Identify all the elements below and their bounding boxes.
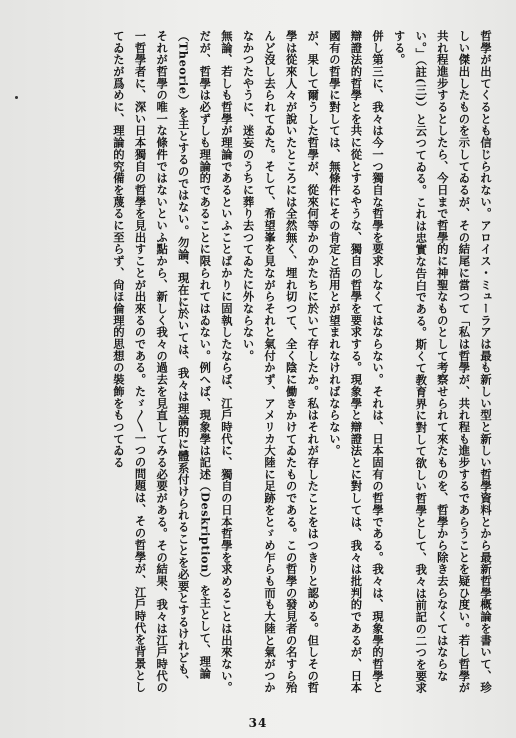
paragraph-3: が、果して爾うした哲學が、從來何等かのかたちに於いて存したか。私はそれが存したことをはつきりと認める。但しその哲學は從來人々が說いたところには全然無く、埋れ切つて、全く陰に働きかけてゐたものである。この哲學の發見者の名すら殆んど沒し去られてゐた。そして、希望峯を見ながらそれと氣付かず、アメリカ大陸に足跡をとゞめ乍らも而も大陸と氣がつかなかつたやうに、迷妄のうちに葬り去つてゐたに外ならない。 [241, 30, 321, 694]
vertical-text-body [24, 30, 496, 695]
paragraph-2: 併し第三に、我々は今一つ獨自な哲學を要求しなくてはならない。それは、日本固有の哲學である。我々は、現象學的哲學と辯證法的哲學とを共に從とするやうな、獨自の哲學を要求する。現象學と辯證法とに對しては、我々は批判的であるが、日本國有の哲學に對しては、無條件にその肯定と活用とが望まれなければならない。 [327, 30, 386, 694]
paragraph-1: 哲學が出てくるとも信じられない。アロイス・ミューラアは最も新しい型と新しい哲學資料とから最新哲學概論を書いて、珍しい傑出したものを示してゐるが、その結尾に當つて「私は哲學が、共れ程も進步するであらうことを疑ひ度い。若し哲學が共れ程進步するとしたら、今日まで哲學的に神聖なものとして考察せられて來たものを、哲學から除き去らなくてはならない。」（註(三)）と云つてゐる。これは忠實な告白である。斯くて教育界に對して欲しい哲學として、我々は前記の二つを要求する。 [392, 30, 493, 695]
page-number: 34 [248, 716, 268, 730]
paragraph-4: 無論、若しも哲學が理論であるといふことばかりに固執したならば、江戶時代に、獨自の日本哲學を求めることは出來ない。だが、哲學は必ずしも理論的であることに限られてはゐない。例へば、現象學は記述（Deskription）を主として、理論（Theorie）を主とするのではない。勿論、現在に於いては、我々は理論的に體系付けられることを必要とするけれども、それが哲學の唯一な條件ではないといふ點から、新しく我々の過去を見直してみる必要がある。その結果、我々は江戶時代の一哲學者に、深い日本獨自の哲學を見出すことが出來るのである。たゞ〳〵一つの問題は、その哲學が、江戶時代を背景としてゐたが爲めに、理論的究備を蔑るに至らず、尙ほ倫理的思想の裝飾をもつてゐる [111, 30, 234, 694]
margin-mark [15, 96, 18, 99]
